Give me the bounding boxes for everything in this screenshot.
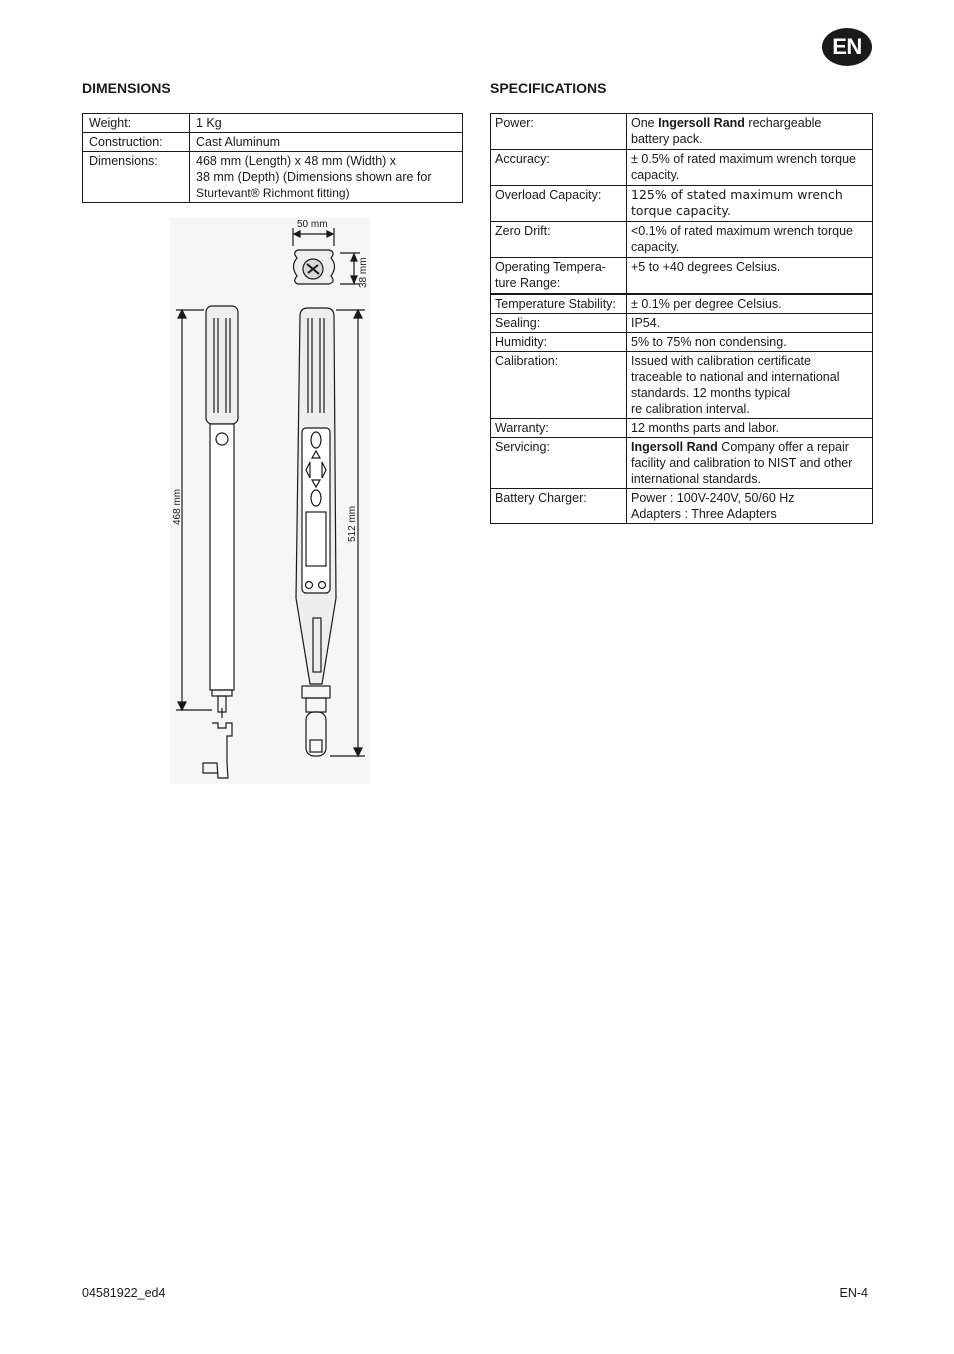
specifications-table	[490, 113, 873, 524]
spec-row-temp-range	[491, 258, 873, 295]
spec-label: Accuracy:	[491, 150, 627, 186]
spec-label-line: Operating Tempera-	[495, 260, 606, 274]
spec-label: Humidity:	[491, 333, 627, 352]
spec-value-line: standards. 12 months typical	[631, 386, 791, 400]
spec-label: Sealing:	[491, 314, 627, 333]
spec-value-line: facility and calibration to NIST and other	[631, 456, 853, 470]
spec-value-line: torque capacity.	[631, 203, 731, 218]
dim-row-weight	[83, 114, 463, 133]
spec-value-line	[631, 115, 869, 131]
spec-value: 5% to 75% non condensing.	[627, 333, 873, 352]
dim-value-line: 468 mm (Length) x 48 mm (Width) x	[196, 154, 397, 168]
spec-row-sealing	[491, 314, 873, 333]
length-label: 468 mm	[172, 488, 183, 525]
spec-row-calibration	[491, 352, 873, 419]
spec-value	[627, 150, 873, 186]
spec-text: One	[631, 116, 659, 130]
spec-value	[627, 114, 873, 150]
dim-value-line: 38 mm (Depth) (Dimensions shown are for	[196, 170, 432, 184]
width-label: 50 mm	[297, 219, 328, 230]
spec-label	[491, 258, 627, 295]
dim-value-line: Sturtevant® Richmont fitting)	[196, 186, 350, 200]
spec-value	[627, 222, 873, 258]
spec-label: Servicing:	[491, 438, 627, 489]
spec-value-line: Issued with calibration certificate	[631, 354, 811, 368]
spec-row-humidity	[491, 333, 873, 352]
dim-label: Construction:	[83, 133, 190, 152]
spec-label: Power:	[491, 114, 627, 150]
spec-label: Zero Drift:	[491, 222, 627, 258]
spec-value-line: <0.1% of rated maximum wrench torque	[631, 224, 853, 238]
document-id: 04581922_ed4	[82, 1286, 166, 1300]
dim-label: Weight:	[83, 114, 190, 133]
spec-value-line	[631, 439, 869, 455]
dim-row-construction	[83, 133, 463, 152]
wrench-dimension-figure	[170, 218, 370, 784]
spec-value-line: international standards.	[631, 472, 761, 486]
dimensions-table	[82, 113, 463, 203]
wrench-head-end-view	[294, 250, 335, 284]
spec-value	[627, 489, 873, 524]
spec-label: Battery Charger:	[491, 489, 627, 524]
spec-value-line: battery pack.	[631, 132, 703, 146]
spec-row-temp-stability	[491, 294, 873, 314]
spec-value-line: Adapters : Three Adapters	[631, 507, 777, 521]
spec-row-battery-charger	[491, 489, 873, 524]
spec-label: Temperature Stability:	[491, 294, 627, 314]
dimensions-title: DIMENSIONS	[82, 80, 171, 96]
spec-value: 12 months parts and labor.	[627, 419, 873, 438]
spec-row-warranty	[491, 419, 873, 438]
spec-row-power	[491, 114, 873, 150]
spec-value: ± 0.1% per degree Celsius.	[627, 294, 873, 314]
specifications-title: SPECIFICATIONS	[490, 80, 607, 96]
spec-label-line: ture Range:	[495, 276, 561, 290]
dim-value: 1 Kg	[190, 114, 463, 133]
spec-value-line: ± 0.5% of rated maximum wrench torque	[631, 152, 857, 166]
overall-length-label: 512 mm	[347, 505, 358, 542]
spec-text: Company offer a repair	[717, 440, 849, 454]
spec-value	[627, 352, 873, 419]
spec-label: Overload Capacity:	[491, 186, 627, 222]
spec-value	[627, 438, 873, 489]
language-badge: EN	[822, 28, 872, 66]
spec-value-line: Power : 100V-240V, 50/60 Hz	[631, 491, 795, 505]
brand-name: Ingersoll Rand	[631, 440, 718, 454]
spec-row-accuracy	[491, 150, 873, 186]
spec-row-overload	[491, 186, 873, 222]
dim-value: Cast Aluminum	[190, 133, 463, 152]
depth-label: 38 mm	[358, 257, 369, 288]
dim-value	[190, 152, 463, 203]
spec-label: Calibration:	[491, 352, 627, 419]
figure-background	[170, 218, 370, 784]
spec-label: Warranty:	[491, 419, 627, 438]
page-number: EN-4	[839, 1286, 868, 1300]
spec-row-zero-drift	[491, 222, 873, 258]
brand-name: Ingersoll Rand	[658, 116, 745, 130]
spec-value	[627, 186, 873, 222]
spec-value: IP54.	[627, 314, 873, 333]
spec-value-line: traceable to national and international	[631, 370, 840, 384]
spec-value-line: capacity.	[631, 240, 680, 254]
spec-row-servicing	[491, 438, 873, 489]
spec-value-line: capacity.	[631, 168, 680, 182]
dim-row-dimensions	[83, 152, 463, 203]
dim-label: Dimensions:	[83, 152, 190, 203]
spec-value-line: re calibration interval.	[631, 402, 750, 416]
spec-value-line: 125% of stated maximum wrench	[631, 187, 843, 202]
spec-value: +5 to +40 degrees Celsius.	[627, 258, 873, 295]
spec-text: rechargeable	[744, 116, 822, 130]
